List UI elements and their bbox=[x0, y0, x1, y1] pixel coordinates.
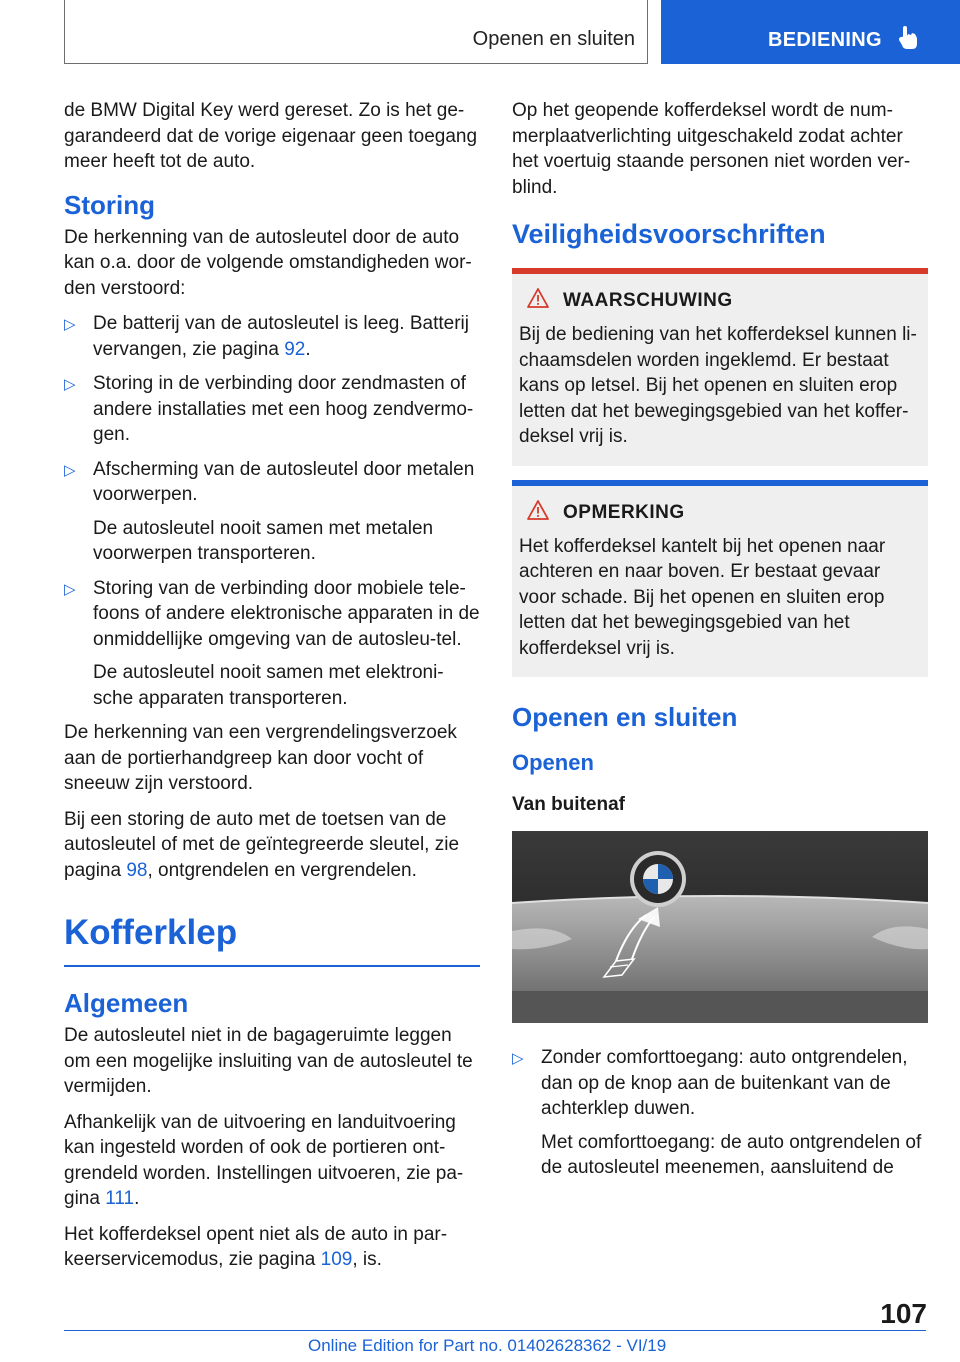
openen-list bbox=[512, 1045, 928, 1181]
trunk-button-photo bbox=[512, 831, 928, 1023]
buitenaf-heading: Van buitenaf bbox=[512, 794, 625, 815]
list-item-text: Afscherming van de autosleutel door metalen voorwerpen. bbox=[93, 458, 475, 505]
note-box bbox=[512, 480, 928, 678]
list-item-continuation: Met comforttoegang: de auto ontgrendelen of de autosleutel meenemen, aansluitend de bbox=[541, 1131, 922, 1178]
storing-advice-post: , ontgrendelen en vergrendelen. bbox=[147, 859, 417, 881]
parkeer-pre: Het kofferdeksel opent niet als de auto in par-keerservicemodus, zie pagina bbox=[64, 1223, 448, 1270]
veiligheid-heading: Veiligheidsvoorschriften bbox=[512, 219, 826, 249]
pointing-hand-icon bbox=[897, 25, 919, 56]
afhankelijk-post: . bbox=[134, 1188, 140, 1209]
right-column bbox=[512, 98, 928, 1190]
note-text: Het kofferdeksel kantelt bij het openen naar achteren en naar boven. Er bestaat gevaar voor schade. Bij het openen en sluiten erop letten dat het bewegingsgebied van het kofferdeksel vrij is. bbox=[519, 535, 886, 659]
parkeer-post: , is. bbox=[352, 1249, 382, 1270]
list-item-text: De batterij van de autosleutel is leeg. Batterij vervangen, zie pagina bbox=[93, 313, 469, 360]
header-chapter-tab[interactable] bbox=[661, 0, 960, 64]
triangle-bullet-icon: ▷ bbox=[64, 316, 76, 333]
page-link-92[interactable]: 92 bbox=[284, 338, 306, 360]
triangle-bullet-icon: ▷ bbox=[512, 1050, 524, 1067]
parkeer-text bbox=[64, 1222, 480, 1273]
intro-text: de BMW Digital Key werd gereset. Zo is het ge-garandeerd dat de vorige eigenaar geen toegang meer heeft tot de auto. bbox=[64, 100, 478, 172]
list-item-continuation: De autosleutel nooit samen met elektroni-sche apparaten transporteren. bbox=[93, 662, 444, 709]
afhankelijk-pre: Afhankelijk van de uitvoering en landuitvoering kan ingesteld worden of ook de portieren ont-grendeld worden. Instellingen uitvoeren, zie pa-gina bbox=[64, 1111, 464, 1209]
storing-advice-pre: Bij een storing de auto met de toetsen van de autosleutel of met de geïntegreerde sleutel, zie pagina bbox=[64, 808, 460, 881]
footer-divider bbox=[64, 1330, 926, 1331]
bmw-logo-icon bbox=[630, 851, 686, 907]
intro-text-right: Op het geopende kofferdeksel wordt de num-merplaatverlichting uitgeschakeld zodat achter het voertuig staande personen niet worden ver-blind. bbox=[512, 100, 911, 198]
header-chapter-label: BEDIENING bbox=[768, 29, 882, 51]
triangle-bullet-icon: ▷ bbox=[64, 580, 76, 598]
triangle-bullet-icon: ▷ bbox=[64, 461, 76, 479]
left-column bbox=[64, 98, 480, 1283]
vocht-text: De herkenning van een vergrendelingsverzoek aan de portierhandgreep kan door vocht of sneeuw zijn verstoord. bbox=[64, 722, 457, 794]
kofferklep-heading: Kofferklep bbox=[64, 911, 480, 967]
list-item-text: Zonder comforttoegang: auto ontgrendelen, dan op de knop aan de buitenkant van de achterklep duwen. bbox=[541, 1047, 908, 1119]
list-item bbox=[64, 576, 480, 712]
page-link-109[interactable]: 109 bbox=[320, 1249, 353, 1270]
list-item bbox=[64, 457, 480, 567]
warning-box bbox=[512, 268, 928, 466]
footer-edition: Online Edition for Part no. 01402628362 - VI/19 bbox=[308, 1336, 667, 1355]
openen-sluiten-heading: Openen en sluiten bbox=[512, 702, 738, 732]
header-section-tab bbox=[64, 0, 648, 64]
storing-list bbox=[64, 311, 480, 711]
list-item-text: Storing in de verbinding door zendmasten of andere installaties met een hoog zendvermo-gen. bbox=[93, 373, 474, 445]
list-item bbox=[64, 311, 480, 362]
page-number: 107 bbox=[880, 1298, 927, 1329]
list-item-text: Storing van de verbinding door mobiele tele-foons of andere elektronische apparaten in de onmiddellijke omgeving van de autosleu-tel. bbox=[93, 577, 480, 650]
bagage-text: De autosleutel niet in de bagageruimte leggen om een mogelijke insluiting van de autosleutel te vermijden. bbox=[64, 1025, 473, 1097]
list-item bbox=[64, 371, 480, 448]
header-section-title: Openen en sluiten bbox=[472, 28, 635, 50]
warning-triangle-icon bbox=[527, 288, 549, 314]
list-item-continuation: De autosleutel nooit samen met metalen voorwerpen transporteren. bbox=[93, 517, 434, 564]
algemeen-heading: Algemeen bbox=[64, 988, 189, 1018]
list-item-text-end: . bbox=[305, 338, 311, 360]
note-triangle-icon bbox=[527, 500, 549, 526]
page-link-98[interactable]: 98 bbox=[126, 859, 148, 881]
list-item bbox=[512, 1045, 928, 1181]
storing-advice-text bbox=[64, 807, 480, 884]
triangle-bullet-icon: ▷ bbox=[64, 376, 76, 393]
storing-heading: Storing bbox=[64, 189, 155, 220]
page-link-111[interactable]: 111 bbox=[105, 1188, 135, 1209]
afhankelijk-text bbox=[64, 1110, 480, 1212]
storing-text: De herkenning van de autosleutel door de auto kan o.a. door de volgende omstandigheden wor-den verstoord: bbox=[64, 226, 472, 299]
warning-title: WAARSCHUWING bbox=[563, 290, 733, 311]
warning-text: Bij de bediening van het kofferdeksel kunnen li-chaamsdelen worden ingeklemd. Er bestaat kans op letsel. Bij het openen en sluiten erop letten dat het bewegingsgebied van het koffer-deksel vrij is. bbox=[519, 324, 917, 447]
note-title: OPMERKING bbox=[563, 501, 685, 523]
openen-heading: Openen bbox=[512, 750, 594, 775]
